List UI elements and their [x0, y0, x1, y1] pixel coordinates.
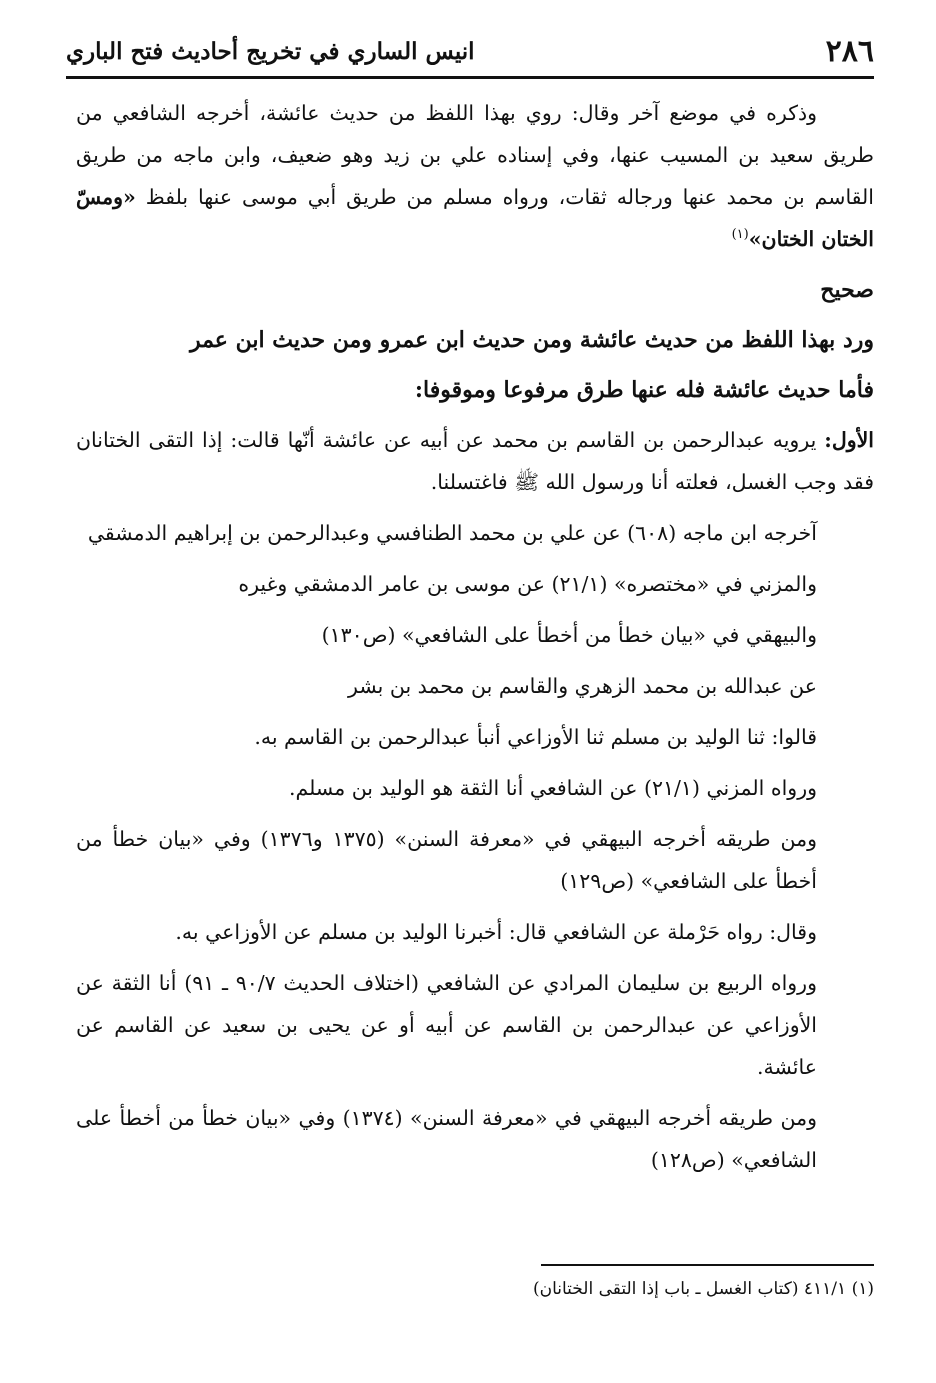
quoted-hadith-wording: «ومسّ الختان الختان» — [76, 185, 874, 251]
footnote-marker: (١) — [851, 1279, 874, 1299]
footnote-text: ٤١١/١ (كتاب الغسل ـ باب إذا التقى الختانان) — [532, 1279, 847, 1299]
paragraph-rawahu-muzani: ورواه المزني (٢١/١) عن الشافعي أنا الثقة هو الوليد بن مسلم. — [288, 776, 817, 800]
paragraph-muzani: والمزني في «مختصره» (٢١/١) عن موسى بن عامر الدمشقي وغيره — [238, 572, 817, 596]
paragraph-text: يرويه عبدالرحمن بن القاسم بن محمد عن أبيه عن عائشة أنّها قالت: إذا التقى الختانان فقد وجب الغسل، فعلته أنا ورسول الله ﷺ فاغتسلنا. — [76, 428, 874, 494]
grade-heading: صحيح — [820, 277, 874, 303]
paragraph-min-tariqihi-1: ومن طريقه أخرجه البيهقي في «معرفة السنن» (١٣٧٥ و١٣٧٦) وفي «بيان خطأ من أخطأ على الشافعي» (ص١٢٩) — [76, 827, 817, 893]
paragraph-ibn-majah: آخرجه ابن ماجه (٦٠٨) عن علي بن محمد الطنافسي وعبدالرحمن بن إبراهيم الدمشقي — [87, 521, 817, 545]
page-header — [66, 30, 874, 79]
heading-warada: ورد بهذا اللفظ من حديث عائشة ومن حديث ابن عمرو ومن حديث ابن عمر — [189, 327, 874, 353]
paragraph-qal-harmala: وقال: رواه حَرْملة عن الشافعي قال: أخبرنا الوليد بن مسلم عن الأوزاعي به. — [175, 920, 817, 944]
heading-amma: فأما حديث عائشة فله عنها طرق مرفوعا وموقوفا: — [414, 377, 874, 403]
paragraph-rabi: ورواه الربيع بن سليمان المرادي عن الشافعي (اختلاف الحديث ٩٠/٧ ـ ٩١) أنا الثقة عن الأوزاعي عن عبدالرحمن بن القاسم عن أبيه أو عن يحيى بن سعيد عن القاسم عن عائشة. — [76, 971, 817, 1079]
page-number: ٢٨٦ — [825, 34, 874, 69]
paragraph-abdullah: عن عبدالله بن محمد الزهري والقاسم بن محمد بن بشر — [348, 674, 817, 698]
paragraph-qalu: قالوا: ثنا الوليد بن مسلم ثنا الأوزاعي أنبأ عبدالرحمن بن القاسم به. — [254, 725, 817, 749]
running-title: انيس الساري في تخريج أحاديث فتح الباري — [66, 38, 475, 65]
paragraph-min-tariqihi-2: ومن طريقه أخرجه البيهقي في «معرفة السنن» (١٣٧٤) وفي «بيان خطأ من أخطأ على الشافعي» (ص١٢٨) — [76, 1106, 817, 1172]
paragraph-text: وذكره في موضع آخر وقال: روي بهذا اللفظ من حديث عائشة، أخرجه الشافعي من طريق سعيد بن المسيب عنها، وفي إسناده علي بن زيد وهو ضعيف، وابن ماجه من طريق القاسم بن محمد عنها ورجاله ثقات، ورواه مسلم من طريق أبي موسى عنها بلفظ — [76, 101, 874, 209]
footnote-divider — [541, 1264, 874, 1266]
footnote-reference[interactable]: (١) — [731, 227, 749, 243]
paragraph-label: الأول: — [824, 428, 874, 452]
paragraph-awwal — [76, 419, 874, 503]
page-body — [76, 92, 874, 1190]
paragraph-dhakarahu — [76, 92, 874, 260]
footnote — [66, 1276, 874, 1302]
paragraph-bayhaqi: والبيهقي في «بيان خطأ من أخطأ على الشافعي» (ص١٣٠) — [321, 623, 817, 647]
